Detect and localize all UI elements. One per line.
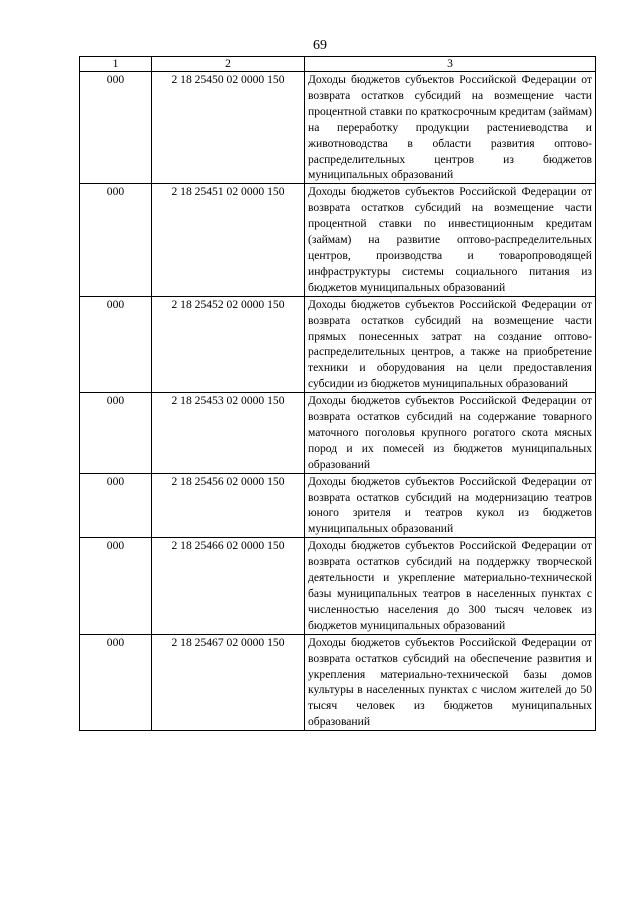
admin-code-cell: 000 xyxy=(80,393,152,474)
column-header-2: 2 xyxy=(152,57,305,72)
column-header-3: 3 xyxy=(305,57,596,72)
table-row xyxy=(80,184,596,296)
kbk-code-cell: 2 18 25452 02 0000 150 xyxy=(152,296,305,392)
admin-code-cell: 000 xyxy=(80,538,152,634)
admin-code-cell: 000 xyxy=(80,634,152,730)
table-row xyxy=(80,473,596,538)
table-row xyxy=(80,393,596,474)
table-row xyxy=(80,634,596,730)
table-row xyxy=(80,296,596,392)
table-row xyxy=(80,72,596,184)
admin-code-cell: 000 xyxy=(80,473,152,538)
description-cell: Доходы бюджетов субъектов Российской Федерации от возврата остатков субсидий на возмещение части процентной ставки по инвестиционным кредитам (займам) на развитие оптово-распределительных центров, производства и товаропроводящей инфраструктуры системы социального питания из бюджетов муниципальных образований xyxy=(305,184,596,296)
kbk-code-cell: 2 18 25451 02 0000 150 xyxy=(152,184,305,296)
column-header-1: 1 xyxy=(80,57,152,72)
description-cell: Доходы бюджетов субъектов Российской Федерации от возврата остатков субсидий на обеспечение развития и укрепления материально-технической базы домов культуры в населенных пунктах с числом жителей до 50 тысяч человек из бюджетов муниципальных образований xyxy=(305,634,596,730)
description-cell: Доходы бюджетов субъектов Российской Федерации от возврата остатков субсидий на модернизацию театров юного зрителя и театров кукол из бюджетов муниципальных образований xyxy=(305,473,596,538)
description-cell: Доходы бюджетов субъектов Российской Федерации от возврата остатков субсидий на поддержку творческой деятельности и укрепление материально-технической базы муниципальных театров в населенных пунктах с численностью населения до 300 тысяч человек из бюджетов муниципальных образований xyxy=(305,538,596,634)
kbk-code-cell: 2 18 25466 02 0000 150 xyxy=(152,538,305,634)
budget-codes-table xyxy=(79,56,596,731)
description-cell: Доходы бюджетов субъектов Российской Федерации от возврата остатков субсидий на возмещение части прямых понесенных затрат на создание оптово-распределительных центров, а также на приобретение техники и оборудования на цели предоставления субсидии из бюджетов муниципальных образований xyxy=(305,296,596,392)
admin-code-cell: 000 xyxy=(80,296,152,392)
kbk-code-cell: 2 18 25456 02 0000 150 xyxy=(152,473,305,538)
table-header-row xyxy=(80,57,596,72)
kbk-code-cell: 2 18 25467 02 0000 150 xyxy=(152,634,305,730)
admin-code-cell: 000 xyxy=(80,184,152,296)
kbk-code-cell: 2 18 25450 02 0000 150 xyxy=(152,72,305,184)
admin-code-cell: 000 xyxy=(80,72,152,184)
kbk-code-cell: 2 18 25453 02 0000 150 xyxy=(152,393,305,474)
description-cell: Доходы бюджетов субъектов Российской Федерации от возврата остатков субсидий на содержание товарного маточного поголовья крупного рогатого скота мясных пород и их помесей из бюджетов муниципальных образований xyxy=(305,393,596,474)
table-row xyxy=(80,538,596,634)
page-number: 69 xyxy=(313,38,327,53)
description-cell: Доходы бюджетов субъектов Российской Федерации от возврата остатков субсидий на возмещение части процентной ставки по краткосрочным кредитам (займам) на переработку продукции растениеводства и животноводства в области развития оптово-распределительных центров из бюджетов муниципальных образований xyxy=(305,72,596,184)
